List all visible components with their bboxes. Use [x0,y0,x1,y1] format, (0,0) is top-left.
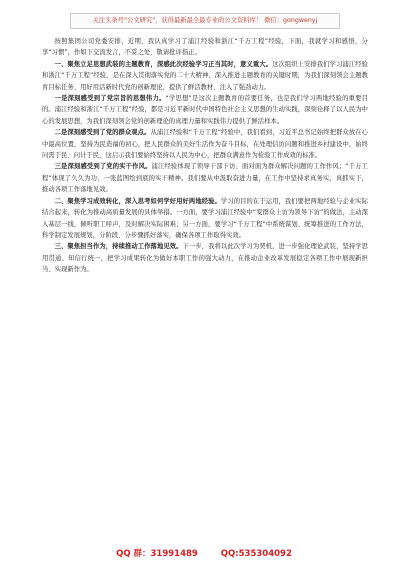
qq-group-number: QQ 群：31991489 [116,549,198,559]
paragraph-1 [42,59,368,93]
paragraph-lead: 二、聚焦学习成效转化，深入思考如何学好用好两地经验。 [54,197,221,205]
paragraph-text: 这次组织上安排我们学习浦江经验和浙江“千万工程”经验，是在深入贯彻落实党的二十大精神、深入推进主题教育的关键时期，为我们深刻领会主题教育目标任务、用好用活新时代党的创新理论，提供了鲜活教材、注入了强劲动力。 [42,60,368,91]
paragraph-lead: 三、聚焦担当作为，持续推动工作落地见效。 [54,243,183,251]
document-body [42,36,368,536]
paragraph-text: “学思想”是这次主题教育的首要任务，也是我们学习两地经验的重要目的。浦江经验和浙江“千万工程”经验，都是习近平新时代中国特色社会主义思想的生动实践，深刻诠释了以人民为中心的发展思想，为我们深刻领会党的创新理论的真理力量和实践伟力提供了鲜活样本。 [42,95,368,125]
paragraph-2 [42,93,368,127]
paragraph-5 [42,196,368,242]
paragraph-lead: 二是深刻感受到了党的群众观点。 [54,129,151,137]
paragraph-0 [42,36,368,59]
paragraph-text: 下一步，我将以此次学习为契机，进一步强化理论武装，坚持学思用贯通、知信行统一，把学习成果转化为做好本职工作的强大动力，在推动企业改革发展稳定各项工作中展现新担当、实现新作为。 [42,243,368,274]
paragraph-text: 浦江经验体现了领导干部下访、面对面为群众解决问题的工作作风；“千万工程”体现了久久为功、一张蓝图绘到底的实干精神。我们要从中汲取奋进力量，在工作中坚持求真务实，真抓实干，推动各项工作落地见效。 [42,163,368,194]
paragraph-4 [42,161,368,195]
paragraph-text: 学习的目的在于运用，我们要把两地经验与企业实际结合起来，转化为推动高质量发展的具体举措。一方面，要学习浦江经验中“变群众上访为领导下访”的做法，主动深入基层一线，倾听职工呼声，及时解决实际困难；另一方面，要学习“千万工程”中系统谋划、统筹推进的工作方法，科学制定发展规划，分阶段、分步骤抓好落实，确保各项工作取得实效。 [42,197,368,239]
paragraph-lead: 三是深刻感受到了党的实干作风。 [54,163,152,171]
paragraph-lead: 一是深刻感受到了党宗旨的思想伟力。 [54,95,166,103]
paragraph-text: 按照集团公司党委安排，近期，我认真学习了浦江经验和浙江“千万工程”经验，下面，我就学习和感悟，分享“习惯”，作如下交流发言，不妥之处，敬请批评指正。 [42,38,368,57]
footer-contact [0,547,408,559]
paragraph-3 [42,127,368,161]
paragraph-lead: 一、聚焦立足思想武装的主题教育，深感此次经验学习正当其时，意义重大。 [54,60,273,68]
paragraph-text: 从浦江经验和“千万工程”经验中，我们看到，习近平总书记始终把群众放在心中最高位置，坚持为民造福的初心，把人民群众的美好生活作为奋斗目标，在处理信访问题和推进乡村建设中，始终问需于民、问计于民，这启示我们要始终坚持以人民为中心，把群众满意作为检验工作成效的标准。 [42,129,368,160]
paragraph-6 [42,241,368,275]
qq-number: QQ:535304092 [220,549,292,559]
header-banner: 关注头条号"公文研究"，获得最新最全最专业的公文资料库！ 微信：gongwenyj [70,13,340,29]
